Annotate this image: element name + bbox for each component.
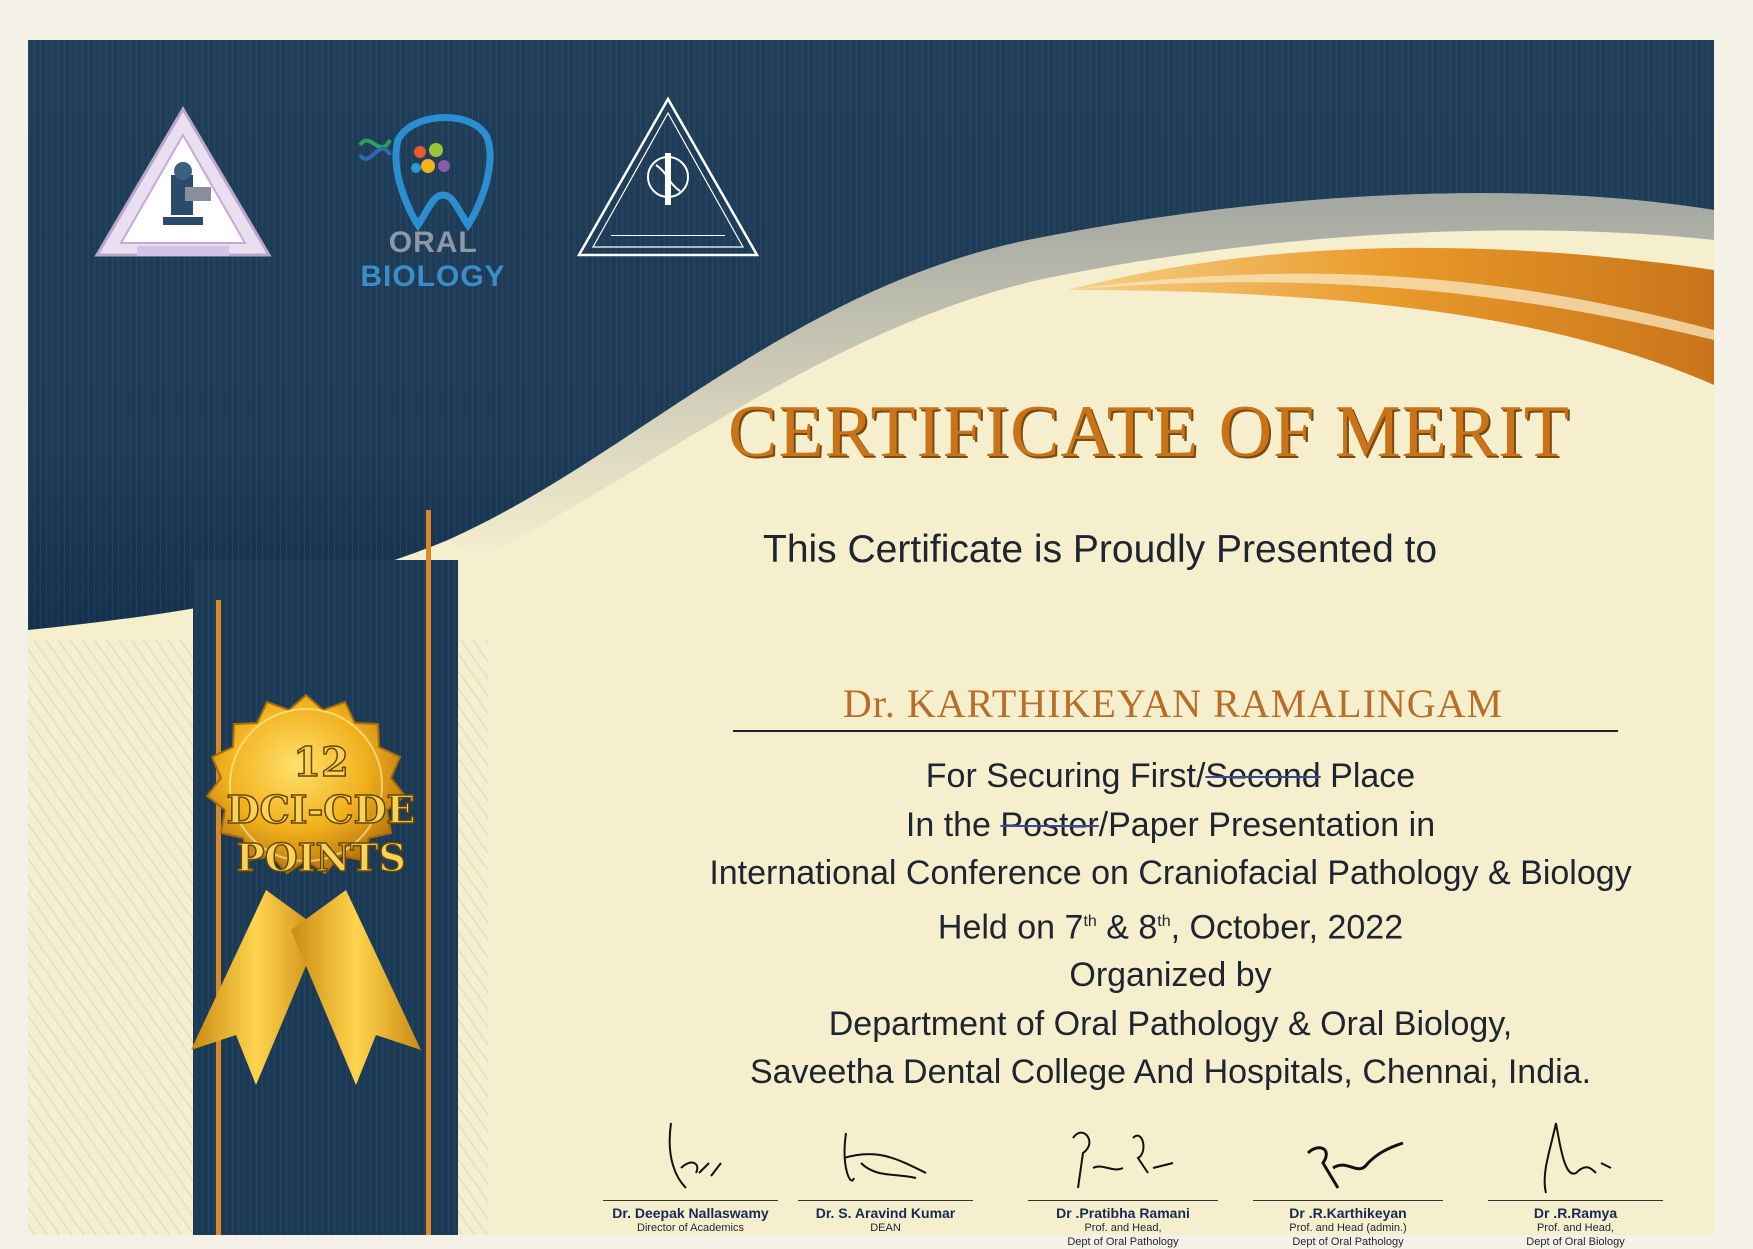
signatory-3 [1028,1118,1218,1249]
cde-points-badge [183,690,493,1130]
place-line: For Securing First/Second Place [925,757,1416,795]
saveetha-triangle-logo [576,95,761,260]
certificate-sheet [28,40,1714,1248]
signature-2 [816,1118,956,1196]
signatory-name: Dr. S. Aravind Kumar [815,1205,956,1221]
signatory-role: Prof. and Head (admin.) [1289,1222,1407,1234]
signatory-role: Prof. and Head, [1536,1222,1615,1234]
presentation-line: In the Poster/Paper Presentation in [905,805,1436,844]
recipient-name: Dr. KARTHIKEYAN RAMALINGAM [842,681,1504,726]
certificate-body [633,752,1708,1097]
signatory-department: Dept of Oral Pathology [1292,1236,1404,1248]
presented-to-line: This Certificate is Proudly Presented to [763,528,1438,571]
signatory-department: Dept of Oral Biology [1526,1236,1625,1248]
signatory-name: Dr .R.Karthikeyan [1289,1205,1407,1221]
perseverance-triangle-logo [93,105,273,260]
signatory-name: Dr. Deepak Nallaswamy [612,1205,769,1221]
date-line: Held on 7th & 8th, October, 2022 [937,907,1404,946]
signatory-department: Dept of Oral Pathology [1067,1236,1179,1248]
signatory-5 [1488,1118,1663,1249]
signatory-role: Prof. and Head, [1084,1222,1162,1234]
institution-line: Saveetha Dental College And Hospitals, Chennai, India. [749,1053,1592,1092]
signature-5 [1516,1118,1636,1196]
oral-biology-logo [318,100,548,300]
signatory-role: Director of Academics [637,1222,744,1234]
signatory-2 [798,1118,973,1235]
conference-line: International Conference on Craniofacial Pathology & Biology [709,854,1632,892]
badge-text [191,740,451,882]
signatory-1 [603,1118,778,1235]
signature-1 [631,1118,751,1196]
signature-3 [1053,1118,1193,1196]
department-line: Department of Oral Pathology & Oral Biology, [828,1004,1513,1043]
badge-program: DCI-CDE [226,787,416,832]
badge-points-label: POINTS [236,835,406,880]
signatory-4 [1253,1118,1443,1249]
badge-points-number: 12 [293,739,349,786]
signature-4 [1278,1118,1418,1196]
oral-biology-wordmark: ORAL BIOLOGY [360,226,506,293]
certificate-title: CERTIFICATE OF MERIT [728,391,1570,473]
signatory-role: DEAN [870,1222,901,1234]
organized-by-line: Organized by [1069,956,1272,995]
signatory-name: Dr .Pratibha Ramani [1056,1205,1190,1221]
name-underline [733,730,1618,732]
signatory-name: Dr .R.Ramya [1533,1205,1618,1221]
